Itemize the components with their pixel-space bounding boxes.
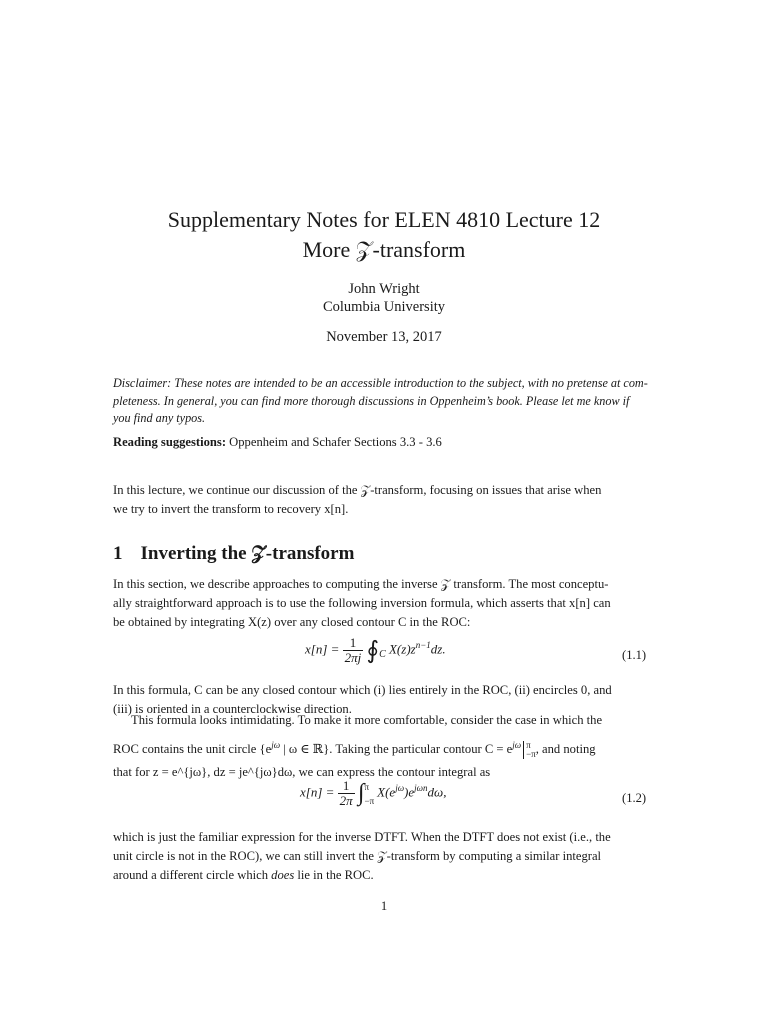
eq1-differential: dz. [430,641,446,657]
eq1-lhs: x[n] = [305,641,340,657]
equation-1-2 [300,779,446,808]
reading-text: Oppenheim and Schafer Sections 3.3 - 3.6 [226,435,442,449]
paragraph-4 [113,828,611,885]
paragraph-line-emphasis [113,866,611,885]
paragraph-1 [113,575,611,632]
disclaimer-line: you find any typos. [113,411,206,425]
paragraph-line: unit circle is not in the ROC), we can still invert the 𝒵-transform by computing a similar integral [113,849,602,863]
date: November 13, 2017 [326,329,442,345]
section-title: Inverting the 𝒵-transform [140,543,355,564]
eq2-upper-limit: π [364,781,370,792]
eq1-denominator: 2πj [344,650,362,665]
p4-emphasis: does [271,868,295,882]
paragraph-line: ally straightforward approach is to use the following inversion formula, which asserts that x[n] can [113,596,611,610]
eq2-lhs: x[n] = [300,784,335,800]
paragraph-line: that for z = e^{jω}, dz = je^{jω}dω, we can express the contour integral as [113,765,491,780]
integral-symbol: ∫ [357,780,365,806]
evaluation-bar [523,741,536,759]
p3-text-f: , and noting [535,742,596,757]
eq1-exponent: n−1 [415,640,431,651]
paragraph-3 [113,711,602,782]
title-line-1: Supplementary Notes for ELEN 4810 Lecture 12 [167,207,601,232]
eq2-numerator: 1 [338,779,355,794]
intro-line: In this lecture, we continue our discussion of the 𝒵-transform, focusing on issues that arise when [113,483,602,497]
section-heading [113,543,354,565]
disclaimer-line: pleteness. In general, you can find more thorough discussions in Oppenheim’s book. Please let me know if [113,393,630,408]
eval-upper: π [526,740,531,751]
paragraph-line: which is just the familiar expression for the inverse DTFT. When the DTFT does not exist (i.e., the [113,830,611,844]
eq2-integrand-b: )e [404,784,415,800]
intro-paragraph [113,481,601,519]
page-number: 1 [380,899,388,913]
eq2-limits [365,780,375,808]
paragraph-line: (iii) is oriented in a counterclockwise direction. [113,702,352,716]
affiliation: Columbia University [322,299,446,315]
equation-1-1 [305,636,446,665]
equation-number-1-2: (1.2) [622,791,647,805]
paragraph-line: be obtained by integrating X(z) over any closed contour C in the ROC: [113,615,471,629]
eq1-fraction [343,636,364,665]
contour-integral-symbol: ∮ [366,638,380,664]
paragraph-line: This formula looks intimidating. To make it more comfortable, consider the case in which the [131,713,603,727]
paragraph-line: In this section, we describe approaches to computing the inverse 𝒵 transform. The most conceptu- [113,577,609,591]
eq2-exp-2: jωn [414,783,428,794]
eq2-exp-1: jω [395,783,405,794]
reading-label: Reading suggestions: [113,435,227,449]
section-number: 1 [113,543,123,564]
p3-text-c: | ω ∈ ℝ}. Taking the particular contour C = e [280,742,513,757]
reading-suggestions [113,433,442,452]
intro-line: we try to invert the transform to recovery x[n]. [113,502,349,516]
paragraph-line-with-math [113,736,602,759]
eq2-fraction [338,779,355,808]
disclaimer-line: Disclaimer: These notes are intended to be an accessible introduction to the subject, with no pretense at com- [113,376,648,390]
eval-lower: −π [526,749,536,760]
author: John Wright [348,281,420,297]
eq2-integrand-a: X(e [377,784,396,800]
eq2-denominator: 2π [339,793,353,808]
equation-number-1-1: (1.1) [622,648,647,662]
p4-text-a: around a different circle which [113,868,272,882]
p3-text-a: ROC contains the unit circle {e [113,742,272,757]
p3-exp-d: jω [512,740,522,750]
p4-text-c: lie in the ROC. [294,868,374,882]
eq1-numerator: 1 [343,636,364,651]
paragraph-line: In this formula, C can be any closed contour which (i) lies entirely in the ROC, (ii) encircles 0, and [113,683,612,697]
title-line-2: More 𝒵-transform [302,237,466,262]
eq2-lower-limit: −π [364,795,375,806]
eq1-integrand: X(z)z [388,641,416,657]
disclaimer [113,375,658,428]
eq2-differential: dω, [427,784,447,800]
eq1-contour-label: C [379,649,386,661]
p3-exp-a: jω [271,740,281,750]
